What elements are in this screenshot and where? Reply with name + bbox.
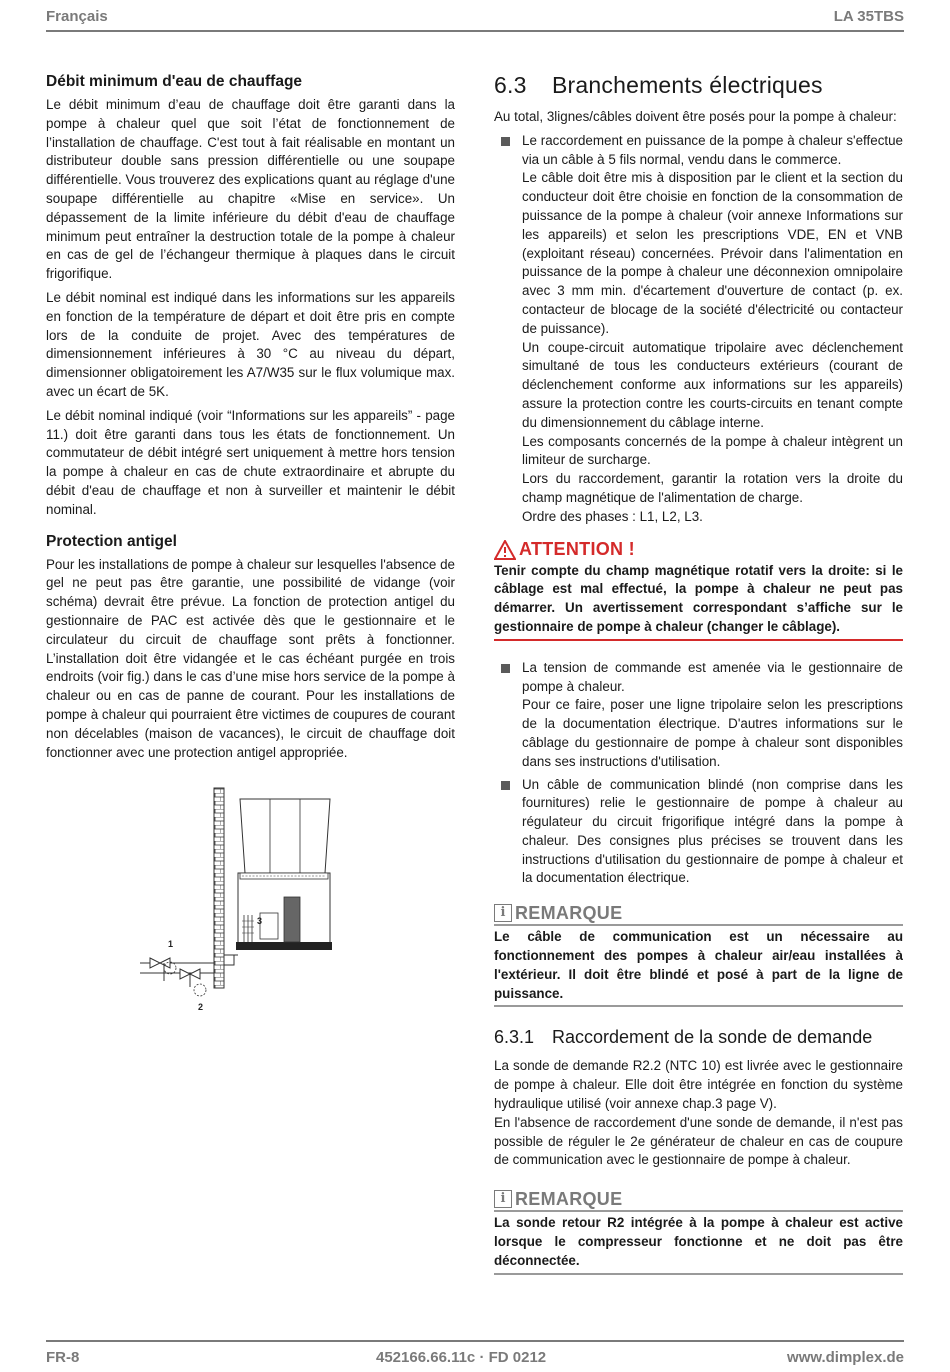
bullet-square-icon [501, 137, 510, 146]
header-language: Français [46, 8, 108, 25]
attention-title: ATTENTION ! [519, 539, 635, 560]
drainage-diagram-svg [130, 785, 380, 1020]
footer-page-number: FR-8 [46, 1349, 80, 1366]
bullet-list [494, 132, 903, 527]
left-column [46, 72, 455, 767]
paragraph: En l'absence de raccordement d'une sonde de demande, il n'est pas possible de réguler le 2e générateur de chaleur en cas de coupure de communication avec le gestionnaire de pompe à chaleur. [494, 1114, 903, 1168]
label-3: 3 [257, 916, 263, 926]
bullet-square-icon [501, 664, 510, 673]
page-header [46, 6, 904, 32]
paragraph: Le débit minimum d’eau de chauffage doit être garanti dans la pompe à chaleur quel que soit l’état de fonctionnement de l’installation de chauffage. C'est tout à fait réalisable en montant un distributeur double sans pression différentielle ou une soupape différentielle. Vous trouverez des explications quant au réglage d'une soupape différentielle au chapitre «Mise en service». Un dépassement de la limite inférieure du débit d'eau de chauffage minimum peut entraîner la destruction totale de la pompe à chaleur en cas de gel de l’échangeur thermique à plaques dans le circuit frigorifique. [46, 97, 455, 282]
paragraph: Pour les installations de pompe à chaleur sur lesquelles l'absence de gel ne peut pas être garantie, une possibilité de vidange (voir schéma) devrait être prévue. La fonction de protection antigel du gestionnaire de PAC est activée dès que le gestionnaire et le circulateur du circuit de chauffage sont prêts à fonctionner. L’installation doit être vidangée et le cas échéant purgée en trois endroits (voir fig.) dans le cas d’une mise hors service de la pompe à chaleur ou en cas de panne de courant. Pour les installations de pompe à chaleur qui pourraient être victimes de coupures de courant non décelables (maison de vacances), le circuit de chauffage doit fonctionner avec une protection antigel appropriée. [46, 556, 455, 760]
header-model: LA 35TBS [833, 8, 904, 25]
section-title-antigel: Protection antigel [46, 532, 177, 550]
remark-title: REMARQUE [515, 1188, 623, 1209]
list-item: Le raccordement en puissance de la pompe à chaleur s'effectue via un câble à 5 fils normal, vendu dans le commerce. Le câble doit être mis à disposition par le client et la section du conducteur doit être choisie en fonction de la consommation de puissance de la pompe à chaleur (voir annexe Informations sur les appareils) et selon les prescriptions VDE, EN et VNB (exploitant réseau) concernées. Prévoir dans l'alimentation en puissance de la pompe à chaleur une déconnexion omnipolaire avec 3 mm min. d'écartement d'ouverture de contact (p. ex. contacteur de blocage de la société d'électricité ou contacteur de puissance). Un coupe-circuit automatique tripolaire avec déclenchement simultané de tous les conducteurs extérieurs (courant de déclenchement conforme aux informations sur les appareils) assure la protection contre les courts-circuits en tenant compte du dimensionnement du câblage interne. Les composants concernés de la pompe à chaleur intègrent un limiteur de surcharge. Lors du raccordement, garantir la rotation vers la droite du champ magnétique de l'alimentation de charge. Ordre des phases : L1, L2, L3. [494, 132, 903, 527]
wall [214, 788, 224, 988]
right-column [494, 70, 903, 1287]
paragraph: Le débit nominal est indiqué dans les informations sur les appareils en fonction de la température de départ et doit être pris en compte lors de la conduite de projet. Avec des températures de dimensionnement inférieures à 30 °C au niveau du départ, dimensionner obligatoirement les A7/W35 sur le flux volumique max. avec un écart de 5K. [46, 289, 455, 399]
section-title-debit: Débit minimum d'eau de chauffage [46, 73, 303, 90]
page-footer [46, 1340, 904, 1372]
bullet-square-icon [501, 781, 510, 790]
attention-box [494, 539, 903, 641]
warning-triangle-icon [494, 540, 516, 560]
remark-text: La sonde retour R2 intégrée à la pompe à chaleur est active lorsque le compresseur fonctionne et ne doit pas être déconnectée. [494, 1215, 903, 1268]
label-1: 1 [168, 939, 174, 949]
paragraph: Le débit nominal indiqué (voir “Informations sur les appareils” - page 11.) doit être garanti dans tous les états de fonctionnement. Un commutateur de débit intégré sert uniquement à mettre hors tension la pompe à chaleur en cas de chute extraordinaire et abrupte du débit d'eau de chauffage et non à surveiller et maintenir le débit nominal. [46, 407, 455, 517]
info-icon: i [494, 904, 512, 922]
paragraph: La sonde de demande R2.2 (NTC 10) est livrée avec le gestionnaire de pompe à chaleur. Elle doit être intégrée en fonction du système hydraulique utilisé (voir annexe chap.3 page V). [494, 1058, 903, 1112]
list-item: La tension de commande est amenée via le gestionnaire de pompe à chaleur. Pour ce faire, poser une ligne tripolaire selon les prescriptions de la documentation électrique. D'autres informations sur le câblage du gestionnaire de pompe à chaleur sont disponibles dans ses instructions d'utilisation. [494, 659, 903, 772]
heat-pump-hood [240, 799, 330, 873]
footer-website: www.dimplex.de [787, 1349, 904, 1366]
drainage-diagram [130, 785, 380, 1020]
remark-text: Le câble de communication est un nécessaire au fonctionnement des pompes à chaleur air/eau installées à l'extérieur. Il doit être blindé et posé à part de la ligne de puissance. [494, 929, 903, 1001]
section-heading-6-3: 6.3 Branchements électriques [494, 72, 823, 98]
label-2: 2 [198, 1002, 204, 1012]
footer-doc-id: 452166.66.11c · FD 0212 [376, 1349, 547, 1366]
info-icon: i [494, 1190, 512, 1208]
heat-pump-base [236, 942, 332, 950]
bullet-list [494, 659, 903, 889]
remark-box [494, 902, 903, 1007]
remark-box [494, 1188, 903, 1274]
remark-title: REMARQUE [515, 902, 623, 923]
subsection-heading-6-3-1: 6.3.1 Raccordement de la sonde de demande [494, 1027, 873, 1048]
attention-text: Tenir compte du champ magnétique rotatif vers la droite: si le câblage est mal effectué, la pompe à chaleur ne peut pas démarrer. Un avertissement correspondant s’affiche sur le gestionnaire de pompe à chaleur (changer le câblage). [494, 562, 903, 634]
intro-paragraph: Au total, 3lignes/câbles doivent être posés pour la pompe à chaleur: [494, 109, 897, 124]
exchanger [284, 897, 300, 942]
list-item: Un câble de communication blindé (non comprise dans les fournitures) relie le gestionnaire de pompe à chaleur au régulateur du circuit frigorifique intégré dans la pompe à chaleur. Des consignes plus précises se trouvent dans les instructions d'utilisation du gestionnaire de pompe à chaleur et la documentation électrique. [494, 776, 903, 889]
